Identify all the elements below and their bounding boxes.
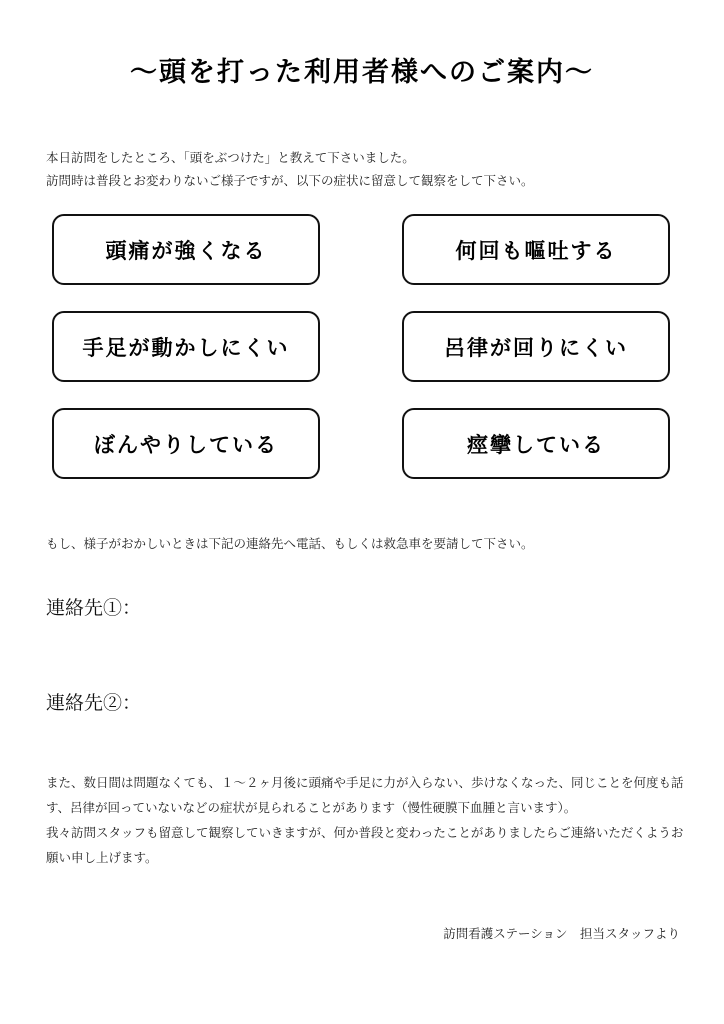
symptom-box-vomiting: 何回も嘔吐する	[402, 214, 670, 285]
signature: 訪問看護ステーション 担当スタッフより	[443, 926, 680, 941]
symptom-box-drowsiness: ぼんやりしている	[52, 408, 320, 479]
symptom-box-headache: 頭痛が強くなる	[52, 214, 320, 285]
intro-text	[46, 146, 534, 192]
document-title: ～頭を打った利用者様へのご案内～	[130, 57, 594, 88]
contact-label-1: 連絡先①：	[46, 597, 142, 619]
intro-line: 本日訪問をしたところ、「頭をぶつけた」と教えて下さいました。	[46, 150, 415, 165]
emergency-notice: もし、様子がおかしいときは下記の連絡先へ電話、もしくは救急車を要請して下さい。	[46, 536, 534, 551]
follow-up-paragraph: また、数日間は問題なくても、１～２ヶ月後に頭痛や手足に力が入らない、歩けなくなった、同じことを何度も話す、呂律が回っていないなどの症状が見られることがあります（慢性硬膜下血腫と言います）。	[46, 775, 684, 815]
symptom-box-slurred-speech: 呂律が回りにくい	[402, 311, 670, 382]
contact-label-2: 連絡先②：	[46, 692, 142, 714]
follow-up-text	[46, 770, 686, 870]
follow-up-paragraph: 我々訪問スタッフも留意して観察していきますが、何か普段と変わったことがありましたらご連絡いただくようお願い申し上げます。	[46, 825, 684, 865]
symptom-box-seizure: 痙攣している	[402, 408, 670, 479]
symptom-box-limb-weakness: 手足が動かしにくい	[52, 311, 320, 382]
intro-line: 訪問時は普段とお変わりないご様子ですが、以下の症状に留意して観察をして下さい。	[46, 173, 534, 188]
